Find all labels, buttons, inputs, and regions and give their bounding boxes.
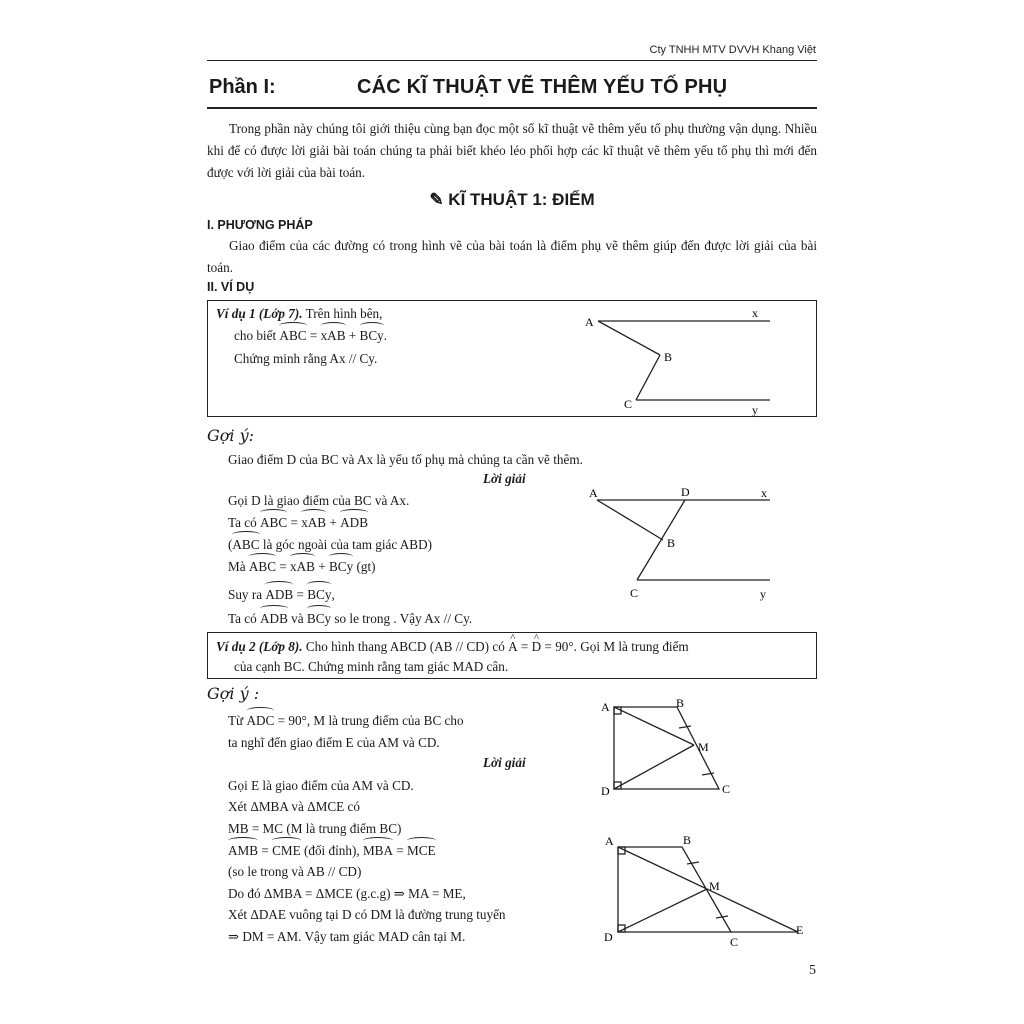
angle-bcy: BCy [360, 325, 384, 347]
hint2-line1: Từ ADC = 90°, M là trung điểm của BC cho [228, 710, 464, 732]
line-dc [637, 500, 685, 580]
angle-abc: ABC [279, 325, 306, 347]
example2-grade: (Lớp 8). [258, 639, 303, 654]
example1-line2: cho biết ABC = xAB + BCy. [234, 325, 387, 347]
solution2-line6: Do đó ΔMBA = ΔMCE (g.c.g) ⇒ MA = ME, [228, 886, 466, 901]
segment-dm [614, 745, 694, 789]
label-x: x [752, 306, 758, 320]
solution2-line5: (so le trong và AB // CD) [228, 864, 362, 879]
solution2-line1: Gọi E là giao điểm của AM và CD. [228, 778, 414, 793]
angle-adc: ADC [247, 710, 275, 732]
page-number: 5 [809, 963, 816, 978]
technique-heading [207, 190, 817, 210]
svg-text:A: A [601, 700, 610, 714]
segment-ab [598, 321, 660, 355]
svg-text:M: M [709, 879, 720, 893]
label-d: D [681, 485, 690, 499]
svg-text:C: C [722, 782, 731, 796]
method-heading: I. PHƯƠNG PHÁP [207, 218, 313, 232]
solution1-line6: Ta có ADB và BCy so le trong . Vậy Ax // Cy. [228, 608, 472, 630]
label-a: A [585, 315, 594, 329]
example1-figure [580, 302, 780, 420]
method-text: Giao điểm của các đường có trong hình vẽ của bài toán là điểm phụ vẽ thêm giúp đến được lời giải của bài toán. [207, 238, 817, 275]
svg-text:A: A [605, 834, 614, 848]
label-b: B [664, 350, 673, 364]
examples-heading: II. VÍ DỤ [207, 280, 255, 294]
header-rule [207, 60, 817, 61]
svg-text:B: B [676, 696, 685, 710]
intro-paragraph [207, 118, 817, 184]
svg-text:C: C [730, 935, 739, 949]
label-b: B [667, 536, 676, 550]
publisher-name: Cty TNHH MTV DVVH Khang Việt [649, 44, 816, 56]
solution2-line7: Xét ΔDAE vuông tại D có DM là đường trung tuyến [228, 907, 506, 922]
solution1-line2: Ta có ABC = xAB + ADB [228, 512, 368, 534]
segment-am [614, 707, 694, 745]
hint2-line2: ta nghĩ đến giao điểm E của AM và CD. [228, 735, 440, 750]
tick-bm [687, 862, 699, 864]
svg-text:B: B [683, 833, 692, 847]
example2-line2: của cạnh BC. Chứng minh rằng tam giác MAD cân. [234, 659, 509, 674]
angle-xab: xAB [321, 325, 346, 347]
example1-label: Ví dụ 1 [216, 306, 256, 321]
angle-a: ^ A [508, 636, 518, 658]
trapezoid-figure [597, 696, 742, 800]
segment-ab [597, 500, 663, 540]
hint2-label: Gợi ý : [207, 684, 260, 703]
given-prefix: cho biết [234, 328, 277, 343]
example1-prove: Chứng minh rằng Ax // Cy. [234, 351, 378, 366]
solution2-label: Lời giải [483, 755, 526, 770]
intro-text: Trong phần này chúng tôi giới thiệu cùng bạn đọc một số kĩ thuật vẽ thêm yếu tố phụ thường vận dụng. Nhiều khi để có được lời giải bài toán chúng ta phải biết khéo léo phối hợp các kĩ thuật vẽ thêm yếu tố phụ thì mới đến được với lời giải của bài toán. [207, 121, 817, 180]
part-label: Phần I: [209, 76, 276, 98]
extended-figure [597, 830, 817, 952]
example2-line1: Ví dụ 2 (Lớp 8). Cho hình thang ABCD (AB // CD) có ^ A = ^ D = 90°. Gọi M là trung điểm [216, 636, 689, 658]
solution1-line5: Suy ra ADB = BCy, [228, 584, 335, 606]
technique-title: KĨ THUẬT 1: ĐIỂM [448, 190, 595, 209]
svg-text:E: E [796, 923, 804, 937]
solution1-line4: Mà ABC = xAB + BCy (gt) [228, 556, 376, 578]
pencil-icon: ✎ [429, 190, 444, 209]
label-a: A [589, 486, 598, 500]
method-paragraph [207, 235, 817, 279]
solution1-line1: Gọi D là giao điểm của BC và Ax. [228, 493, 410, 508]
example1-text: Trên hình bên, [305, 306, 383, 321]
label-c: C [630, 586, 639, 600]
solution2-line3: MB = MC (M là trung điểm BC) [228, 821, 402, 836]
label-y: y [752, 403, 758, 417]
label-y: y [760, 587, 766, 601]
title-rule [207, 107, 817, 109]
segment-dm [618, 889, 707, 932]
label-c: C [624, 397, 633, 411]
solution1-label: Lời giải [483, 471, 526, 486]
hint1-label: Gợi ý: [207, 426, 255, 445]
solution1-figure [585, 483, 785, 603]
tick-bm [679, 726, 691, 728]
solution2-line2: Xét ΔMBA và ΔMCE có [228, 799, 360, 814]
svg-text:D: D [601, 784, 610, 798]
angle-d: ^ D [532, 636, 542, 658]
segment-bc [636, 355, 660, 400]
solution1-line3: (ABC là góc ngoài của tam giác ABD) [228, 534, 432, 556]
solution2-line8: ⇒ DM = AM. Vậy tam giác MAD cân tại M. [228, 929, 466, 944]
label-x: x [761, 486, 767, 500]
example1-grade: (Lớp 7). [258, 306, 303, 321]
part-title: CÁC KĨ THUẬT VẼ THÊM YẾU TỐ PHỤ [357, 76, 728, 98]
solution2-line4: AMB = CME (đối đỉnh), MBA = MCE [228, 840, 436, 862]
hint1-text: Giao điểm D của BC và Ax là yếu tố phụ mà chúng ta cần vẽ thêm. [228, 452, 583, 467]
example2-label: Ví dụ 2 [216, 639, 256, 654]
svg-text:M: M [698, 740, 709, 754]
svg-text:D: D [604, 930, 613, 944]
